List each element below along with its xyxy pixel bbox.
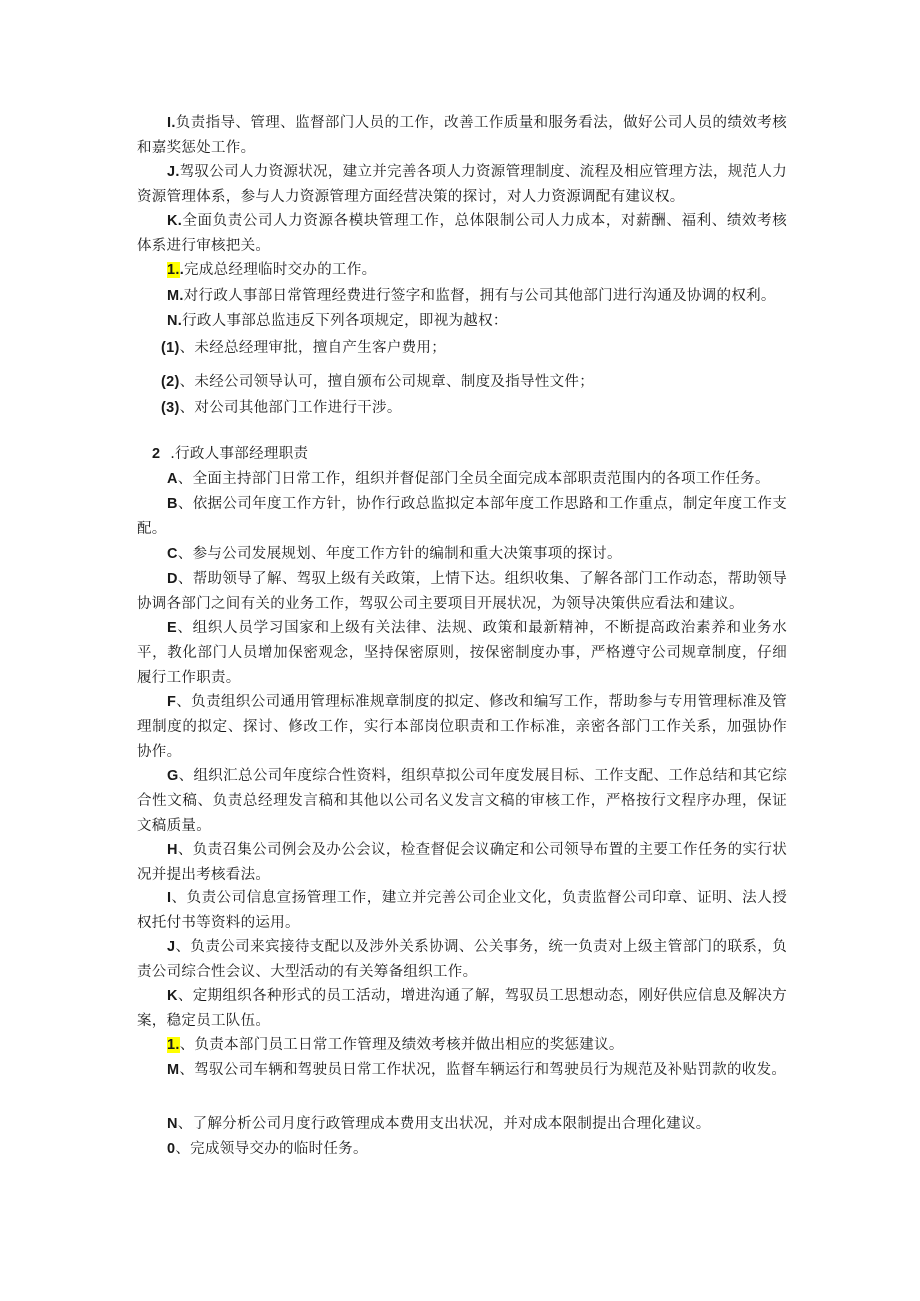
paragraph-j: J.驾驭公司人力资源状况，建立并完善各项人力资源管理制度、流程及相应管理方法，规范人力资源管理体系，参与人力资源管理方面经营决策的探讨，对人力资源调配有建议权。 (137, 164, 787, 205)
duty-i: I、负责公司信息宣扬管理工作，建立并完善公司企业文化，负责监督公司印章、证明、法人授权托付书等资料的运用。 (137, 890, 787, 931)
highlighted-marker: 1. (167, 1037, 180, 1053)
paragraph-l: 1..完成总经理临时交办的工作。 (167, 262, 377, 278)
duty-g: G、组织汇总公司年度综合性资料，组织草拟公司年度发展目标、工作支配、工作总结和其它综合性文稿、负责总经理发言稿和其他以公司名义发言文稿的审核工作，严格按行文程序办理，保证文稿质量。 (137, 768, 787, 834)
duty-f: F、负责组织公司通用管理标准规章制度的拟定、修改和编写工作，帮助参与专用管理标准及管理制度的拟定、探讨、修改工作，实行本部岗位职责和工作标准，亲密各部门工作关系，加强协作协作。 (137, 694, 787, 760)
duty-j: J、负责公司来宾接待支配以及涉外关系协调、公关事务，统一负责对上级主管部门的联系，负责公司综合性会议、大型活动的有关筹备组织工作。 (137, 939, 787, 980)
duty-a: A、全面主持部门日常工作，组织并督促部门全员全面完成本部职责范围内的各项工作任务。 (167, 471, 770, 487)
duty-e: E、组织人员学习国家和上级有关法律、法规、政策和最新精神，不断提高政治素养和业务水平，教化部门人员增加保密观念，坚持保密原则，按保密制度办事，严格遵守公司规章制度，仔细履行工作职责。 (137, 620, 787, 686)
violation-item-3: (3)、对公司其他部门工作进行干涉。 (161, 400, 402, 416)
duty-n: N、了解分析公司月度行政管理成本费用支出状况，并对成本限制提出合理化建议。 (167, 1116, 711, 1132)
duty-o: 0、完成领导交办的临时任务。 (167, 1141, 368, 1157)
duty-m: M、驾驭公司车辆和驾驶员日常工作状况，监督车辆运行和驾驶员行为规范及补贴罚款的收发。 (167, 1062, 787, 1078)
section-heading: 2 .行政人事部经理职责 (152, 446, 309, 462)
highlighted-marker: 1. (167, 262, 180, 278)
duty-b: B、依据公司年度工作方针，协作行政总监拟定本部年度工作思路和工作重点，制定年度工作支配。 (137, 496, 787, 537)
duty-c: C、参与公司发展规划、年度工作方针的编制和重大决策事项的探讨。 (167, 546, 622, 562)
paragraph-n: N.行政人事部总监违反下列各项规定，即视为越权： (167, 313, 508, 329)
duty-d: D、帮助领导了解、驾驭上级有关政策，上情下达。组织收集、了解各部门工作动态，帮助领导协调各部门之间有关的业务工作，驾驭公司主要项目开展状况，为领导决策供应看法和建议。 (137, 571, 787, 612)
paragraph-k: K.全面负责公司人力资源各模块管理工作，总体限制公司人力成本，对薪酬、福利、绩效考核体系进行审核把关。 (137, 213, 787, 254)
violation-item-2: (2)、未经公司领导认可，擅自颁布公司规章、制度及指导性文件； (161, 374, 595, 390)
paragraph-i: I.负责指导、管理、监督部门人员的工作，改善工作质量和服务看法，做好公司人员的绩效考核和嘉奖惩处工作。 (137, 115, 787, 156)
duty-l: 1.、负责本部门员工日常工作管理及绩效考核并做出相应的奖惩建议。 (167, 1037, 624, 1053)
duty-k: K、定期组织各种形式的员工活动，增进沟通了解，驾驭员工思想动态，刚好供应信息及解决方案，稳定员工队伍。 (137, 988, 787, 1029)
duty-h: H、负责召集公司例会及办公会议，检查督促会议确定和公司领导布置的主要工作任务的实行状况并提出考核看法。 (137, 842, 787, 883)
paragraph-m: M.对行政人事部日常管理经费进行签字和监督，拥有与公司其他部门进行沟通及协调的权利。 (167, 288, 776, 304)
violation-item-1: (1)、未经总经理审批，擅自产生客户费用； (161, 340, 447, 356)
